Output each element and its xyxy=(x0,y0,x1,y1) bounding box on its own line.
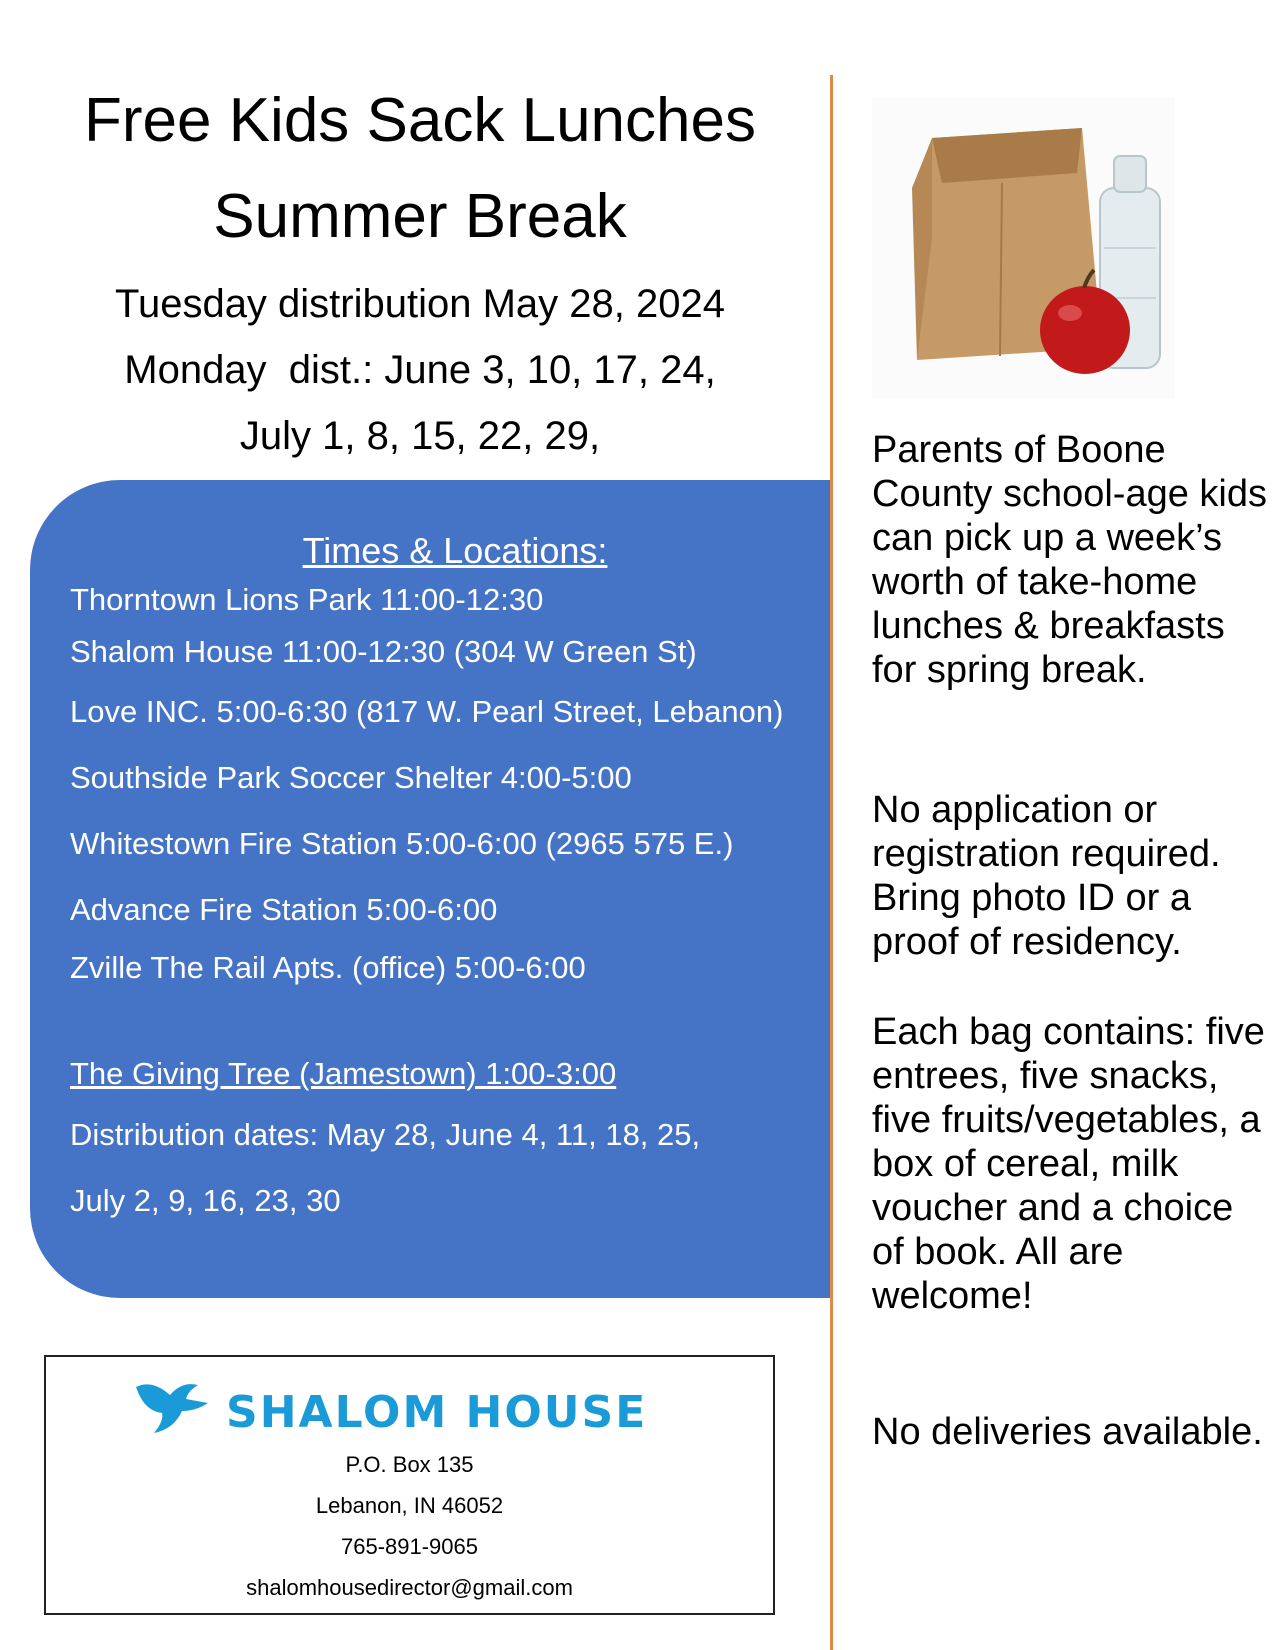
lunch-bag-photo xyxy=(872,98,1175,398)
location-item: Thorntown Lions Park 11:00-12:30 xyxy=(70,582,544,617)
contact-email: shalomhousedirector@gmail.com xyxy=(246,1575,573,1600)
location-item: Whitestown Fire Station 5:00-6:00 (2965 575 E.) xyxy=(70,826,734,861)
date-line-monday: Monday dist.: June 3, 10, 17, 24, xyxy=(124,348,716,392)
giving-tree-location: The Giving Tree (Jamestown) 1:00-3:00 xyxy=(70,1056,617,1091)
location-item: Southside Park Soccer Shelter 4:00-5:00 xyxy=(70,760,632,795)
dove-icon xyxy=(132,1377,212,1437)
title-line-2: Summer Break xyxy=(213,182,627,251)
title-line-1: Free Kids Sack Lunches xyxy=(83,86,756,155)
location-item: Love INC. 5:00-6:30 (817 W. Pearl Street, Lebanon) xyxy=(70,694,784,729)
location-item: Shalom House 11:00-12:30 (304 W Green St) xyxy=(70,634,697,669)
date-line-july: July 1, 8, 15, 22, 29, xyxy=(239,414,601,458)
contact-po-box: P.O. Box 135 xyxy=(345,1452,474,1477)
times-locations-heading: Times & Locations: xyxy=(302,530,608,571)
sidebar-paragraph-1: Parents of Boone County school-age kids can pick up a week’s worth of take-home lunches & breakfasts for spring break. xyxy=(872,429,1267,691)
sidebar-paragraph-4: No deliveries available. xyxy=(872,1411,1263,1453)
contact-phone: 765-891-9065 xyxy=(340,1534,478,1559)
times-locations-panel xyxy=(30,480,830,1298)
contact-box xyxy=(44,1355,775,1615)
logo xyxy=(46,1369,773,1439)
distribution-dates-line-2: July 2, 9, 16, 23, 30 xyxy=(70,1183,341,1218)
logo-text: SHALOM HOUSE xyxy=(226,1387,648,1438)
column-divider xyxy=(830,75,833,1650)
location-item: Zville The Rail Apts. (office) 5:00-6:00 xyxy=(70,950,586,985)
distribution-dates-line-1: Distribution dates: May 28, June 4, 11, 18, 25, xyxy=(70,1117,701,1152)
sidebar-paragraph-2: No application or registration required. Bring photo ID or a proof of residency. xyxy=(872,789,1221,963)
location-item: Advance Fire Station 5:00-6:00 xyxy=(70,892,498,927)
date-line-tuesday: Tuesday distribution May 28, 2024 xyxy=(115,282,725,326)
contact-city: Lebanon, IN 46052 xyxy=(315,1493,504,1518)
sidebar-paragraph-3: Each bag contains: five entrees, five snacks, five fruits/vegetables, a box of cereal, milk voucher and a choice of book. All are welcome! xyxy=(872,1011,1265,1317)
